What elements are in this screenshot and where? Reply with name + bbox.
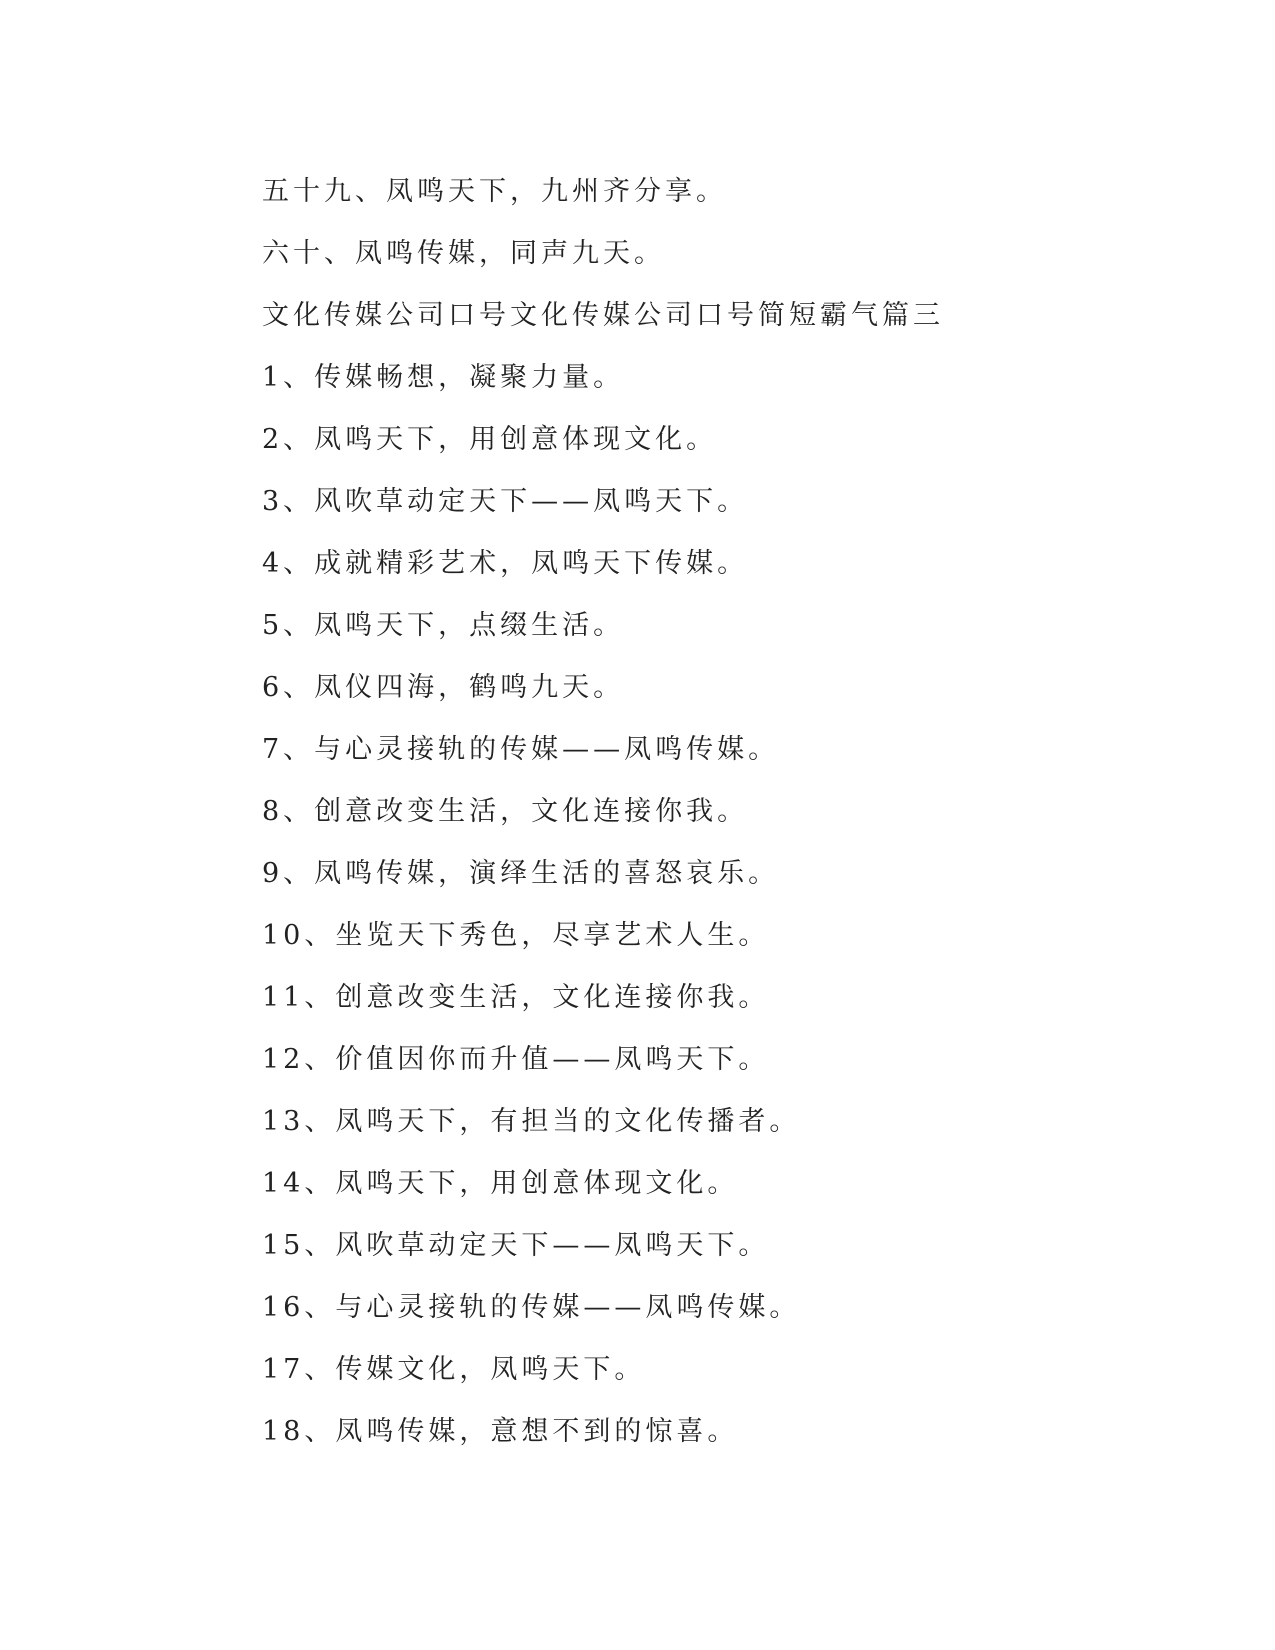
list-item: 11、创意改变生活，文化连接你我。	[262, 982, 770, 1013]
list-item: 14、凤鸣天下，用创意体现文化。	[262, 1168, 739, 1199]
list-item: 17、传媒文化，凤鸣天下。	[262, 1354, 646, 1385]
list-item: 4、成就精彩艺术，凤鸣天下传媒。	[262, 548, 749, 579]
text-line: 六十、凤鸣传媒，同声九天。	[262, 238, 665, 269]
list-item: 6、凤仪四海，鹤鸣九天。	[262, 672, 625, 703]
list-item: 18、凤鸣传媒，意想不到的惊喜。	[262, 1416, 739, 1447]
list-item: 10、坐览天下秀色，尽享艺术人生。	[262, 920, 770, 951]
list-item: 7、与心灵接轨的传媒——凤鸣传媒。	[262, 734, 780, 765]
document-body	[262, 168, 1162, 1470]
section-heading: 文化传媒公司口号文化传媒公司口号简短霸气篇三	[262, 300, 944, 331]
list-item: 2、凤鸣天下，用创意体现文化。	[262, 424, 718, 455]
list-item: 5、凤鸣天下，点缀生活。	[262, 610, 625, 641]
list-item: 1、传媒畅想，凝聚力量。	[262, 362, 625, 393]
list-item: 3、风吹草动定天下——凤鸣天下。	[262, 486, 749, 517]
text-line: 五十九、凤鸣天下，九州齐分享。	[262, 176, 727, 207]
list-item: 13、凤鸣天下，有担当的文化传播者。	[262, 1106, 801, 1137]
list-item: 16、与心灵接轨的传媒——凤鸣传媒。	[262, 1292, 801, 1323]
list-item: 9、凤鸣传媒，演绎生活的喜怒哀乐。	[262, 858, 780, 889]
list-item: 15、风吹草动定天下——凤鸣天下。	[262, 1230, 770, 1261]
list-item: 12、价值因你而升值——凤鸣天下。	[262, 1044, 770, 1075]
list-item: 8、创意改变生活，文化连接你我。	[262, 796, 749, 827]
